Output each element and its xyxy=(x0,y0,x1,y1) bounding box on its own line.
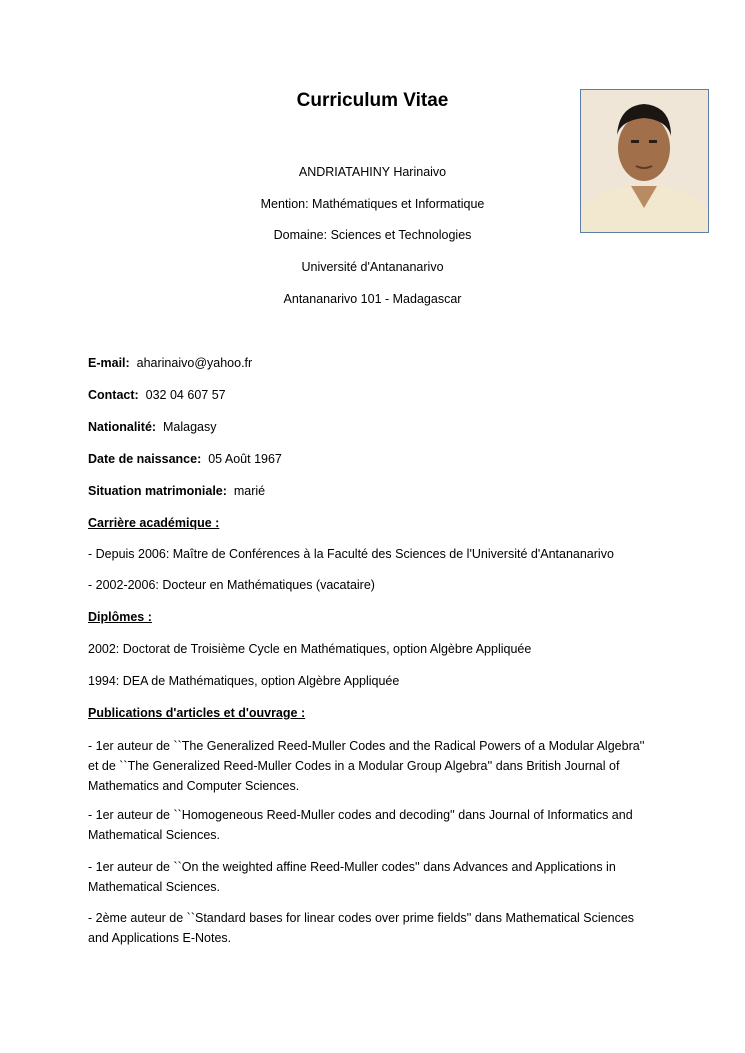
publication-item: - 1er auteur de ``On the weighted affine Reed-Muller codes'' dans Advances and Applications in Mathematical Sciences. xyxy=(88,860,616,894)
marital-label: Situation matrimoniale: xyxy=(88,484,227,498)
birthdate-label: Date de naissance: xyxy=(88,452,202,466)
email-row xyxy=(88,356,252,370)
contact-row xyxy=(88,388,226,402)
nationality-label: Nationalité: xyxy=(88,420,157,434)
mention-line: Mention: Mathématiques et Informatique xyxy=(260,197,485,211)
nationality-row xyxy=(88,420,217,434)
university-line: Université d'Antananarivo xyxy=(301,260,444,274)
nationality-value: Malagasy xyxy=(163,420,217,434)
publications-heading: Publications d'articles et d'ouvrage : xyxy=(88,706,306,720)
career-heading: Carrière académique : xyxy=(88,516,220,530)
career-item: - 2002-2006: Docteur en Mathématiques (vacataire) xyxy=(88,578,375,592)
publication-item: - 2ème auteur de ``Standard bases for linear codes over prime fields'' dans Mathematical Sciences and Applications E-Notes. xyxy=(88,911,635,945)
author-name: ANDRIATAHINY Harinaivo xyxy=(298,165,447,179)
contact-value: 032 04 607 57 xyxy=(145,388,226,402)
marital-row xyxy=(88,484,265,498)
address-line: Antananarivo 101 - Madagascar xyxy=(283,292,462,306)
email-value[interactable]: aharinaivo@yahoo.fr xyxy=(136,356,253,370)
document-title: Curriculum Vitae xyxy=(296,90,449,111)
diploma-item: 2002: Doctorat de Troisième Cycle en Mathématiques, option Algèbre Appliquée xyxy=(88,642,532,656)
contact-label: Contact: xyxy=(88,388,139,402)
diplomas-heading: Diplômes : xyxy=(88,610,152,624)
profile-photo xyxy=(580,89,709,233)
career-item: - Depuis 2006: Maître de Conférences à la Faculté des Sciences de l'Université d'Antananarivo xyxy=(88,547,614,561)
diploma-item: 1994: DEA de Mathématiques, option Algèbre Appliquée xyxy=(88,674,400,688)
birthdate-value: 05 Août 1967 xyxy=(208,452,282,466)
domain-line: Domaine: Sciences et Technologies xyxy=(273,228,472,242)
portrait-image xyxy=(581,90,708,232)
marital-value: marié xyxy=(233,484,266,498)
birthdate-row xyxy=(88,452,282,466)
publication-item: - 1er auteur de ``Homogeneous Reed-Muller codes and decoding'' dans Journal of Informatics and Mathematical Sciences. xyxy=(88,808,633,842)
publication-item: - 1er auteur de ``The Generalized Reed-Muller Codes and the Radical Powers of a Modular Algebra'' et de ``The Generalized Reed-Muller Codes in a Modular Group Algebra'' dans British Journal of Mathematics and Computer Sciences. xyxy=(88,739,645,793)
email-label: E-mail: xyxy=(88,356,130,370)
